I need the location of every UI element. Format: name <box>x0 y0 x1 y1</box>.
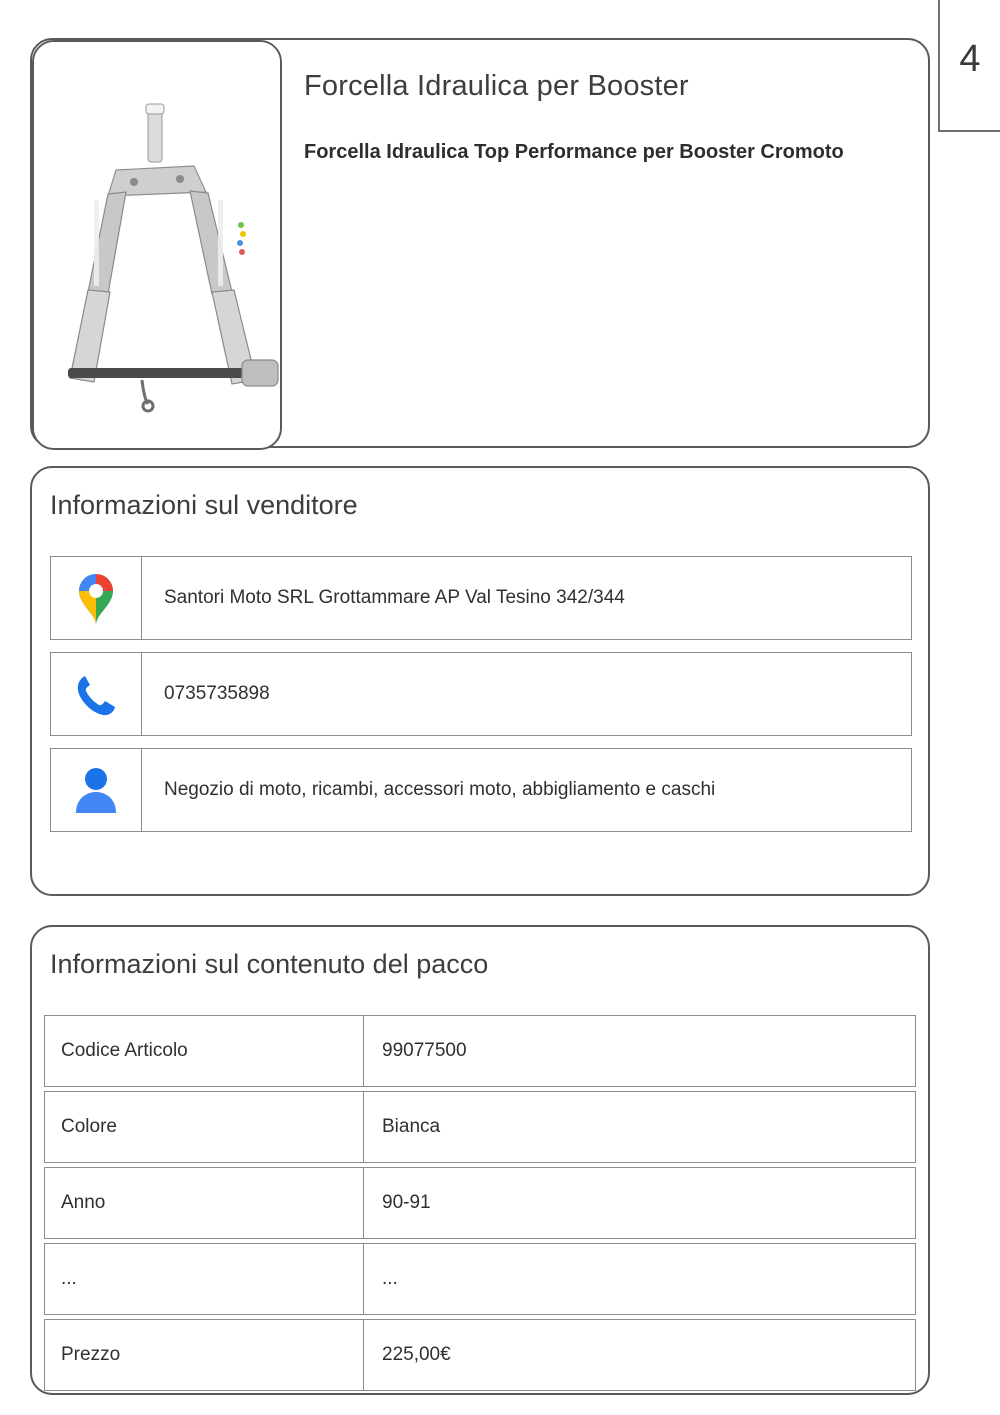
product-subtitle: Forcella Idraulica Top Performance per Booster Cromoto <box>304 141 844 163</box>
table-row <box>44 1167 916 1239</box>
table-cell-value: 90-91 <box>364 1167 916 1239</box>
table-row <box>44 1243 916 1315</box>
map-pin-icon <box>75 570 117 626</box>
seller-section-heading: Informazioni sul venditore <box>50 490 358 520</box>
package-table <box>44 1015 916 1395</box>
seller-info-card <box>30 466 930 896</box>
seller-row-phone <box>50 652 912 736</box>
table-cell-key: Colore <box>44 1091 364 1163</box>
seller-address-text: Santori Moto SRL Grottammare AP Val Tesino 342/344 <box>142 556 912 640</box>
map-pin-icon-cell <box>50 556 142 640</box>
table-row <box>44 1319 916 1391</box>
package-info-card <box>30 925 930 1395</box>
person-icon-cell <box>50 748 142 832</box>
person-icon <box>74 765 118 815</box>
page-number: 4 <box>959 38 981 80</box>
phone-icon <box>73 671 119 717</box>
seller-rows <box>50 556 912 844</box>
table-cell-key: Prezzo <box>44 1319 364 1391</box>
table-cell-key: Anno <box>44 1167 364 1239</box>
seller-phone-text: 0735735898 <box>142 652 912 736</box>
table-cell-key: Codice Articolo <box>44 1015 364 1087</box>
seller-row-description <box>50 748 912 832</box>
table-cell-value: 99077500 <box>364 1015 916 1087</box>
table-row <box>44 1091 916 1163</box>
table-cell-value: ... <box>364 1243 916 1315</box>
product-text-block <box>304 70 898 171</box>
forcella-idraulica-photo <box>34 42 280 448</box>
package-section-heading: Informazioni sul contenuto del pacco <box>50 949 489 979</box>
product-card <box>30 38 930 448</box>
page-number-tab <box>938 0 1000 132</box>
product-title: Forcella Idraulica per Booster <box>304 70 689 102</box>
table-cell-value: 225,00€ <box>364 1319 916 1391</box>
table-cell-key: ... <box>44 1243 364 1315</box>
phone-icon-cell <box>50 652 142 736</box>
seller-row-address <box>50 556 912 640</box>
seller-description-text: Negozio di moto, ricambi, accessori moto, abbigliamento e caschi <box>142 748 912 832</box>
table-row <box>44 1015 916 1087</box>
product-image-frame <box>32 40 282 450</box>
table-cell-value: Bianca <box>364 1091 916 1163</box>
